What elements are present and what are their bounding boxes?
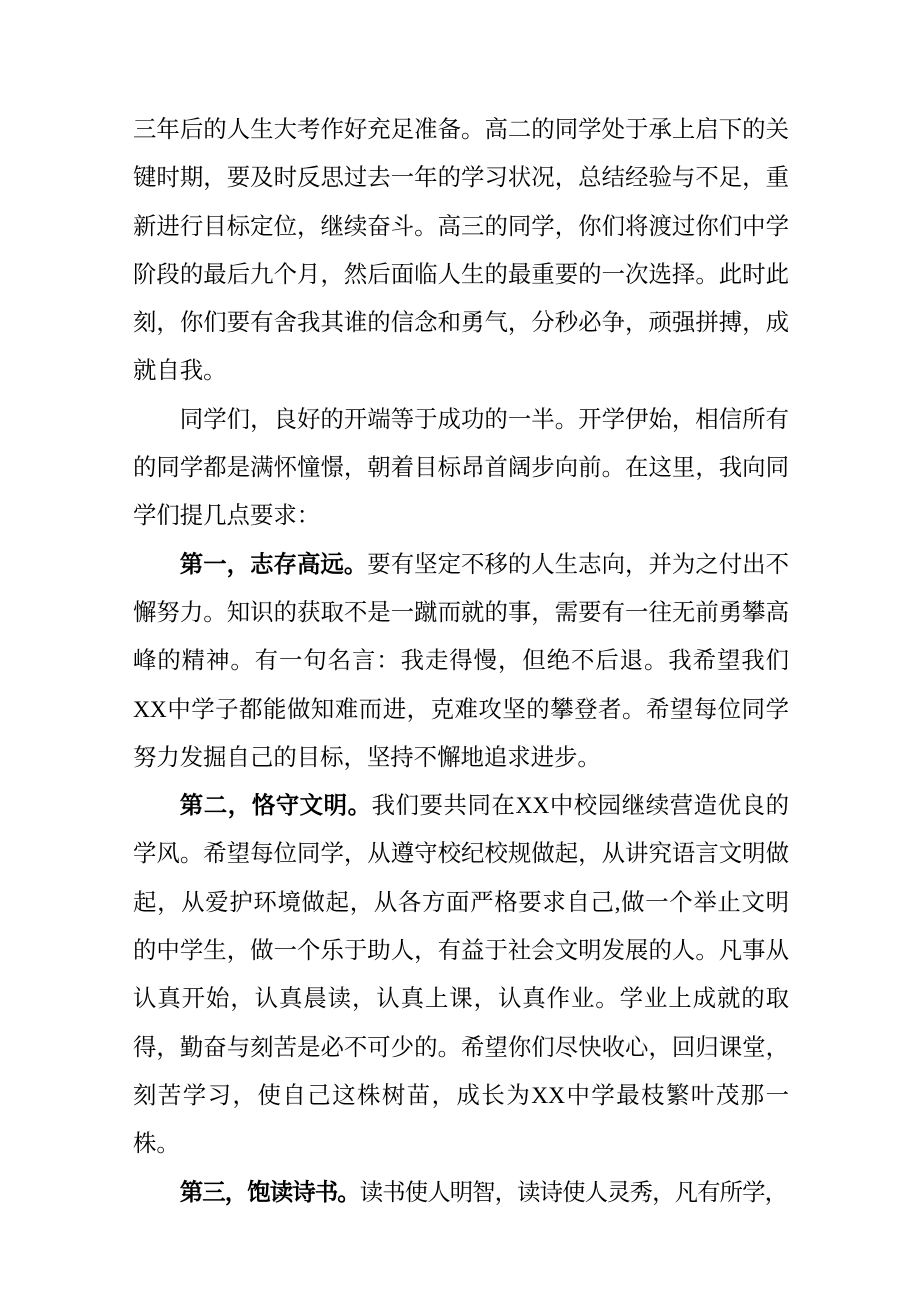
paragraph-body: 三年后的人生大考作好充足准备。高二的同学处于承上启下的关键时期，要及时反思过去一年的学习状况，总结经验与不足，重新进行目标定位，继续奋斗。高三的同学，你们将渡过你们中学阶段的最后九个月，然后面临人生的最重要的一次选择。此时此刻，你们要有舍我其谁的信念和勇气，分秒必争，顽强拼搏，成就自我。 <box>133 117 789 385</box>
paragraph-lead-bold: 第一，志存高远。 <box>179 551 368 578</box>
paragraph-point-2 <box>133 782 789 1168</box>
paragraph-body: 我们要共同在XX中校园继续营造优良的学风。希望每位同学，从遵守校纪校规做起，从讲究语言文明做起，从爱护环境做起，从各方面严格要求自己,做一个举止文明的中学生，做一个乐于助人，有益于社会文明发展的人。凡事从认真开始，认真晨读，认真上课，认真作业。学业上成就的取得，勤奋与刻苦是必不可少的。希望你们尽快收心，回归课堂，刻苦学习，使自己这株树苗，成长为XX中学最枝繁叶茂那一株。 <box>133 793 789 1158</box>
paragraph-body: 要有坚定不移的人生志向，并为之付出不懈努力。知识的获取不是一蹴而就的事，需要有一往无前勇攀高峰的精神。有一句名言：我走得慢，但绝不后退。我希望我们XX中学子都能做知难而进，克难攻坚的攀登者。希望每位同学努力发掘自己的目标，坚持不懈地追求进步。 <box>133 551 790 771</box>
paragraph-lead-bold: 第二，恪守文明。 <box>179 793 372 820</box>
paragraph-continuation <box>133 106 789 396</box>
paragraph-point-3 <box>133 1169 789 1217</box>
paragraph-point-1 <box>133 541 789 782</box>
paragraph-intro-requirements <box>133 396 789 541</box>
paragraph-body: 读书使人明智，读诗使人灵秀，凡有所学， <box>359 1179 788 1206</box>
paragraph-body: 同学们，良好的开端等于成功的一半。开学伊始，相信所有的同学都是满怀憧憬，朝着目标昂首阔步向前。在这里，我向同学们提几点要求： <box>133 406 789 530</box>
paragraph-lead-bold: 第三，饱读诗书。 <box>179 1179 360 1206</box>
